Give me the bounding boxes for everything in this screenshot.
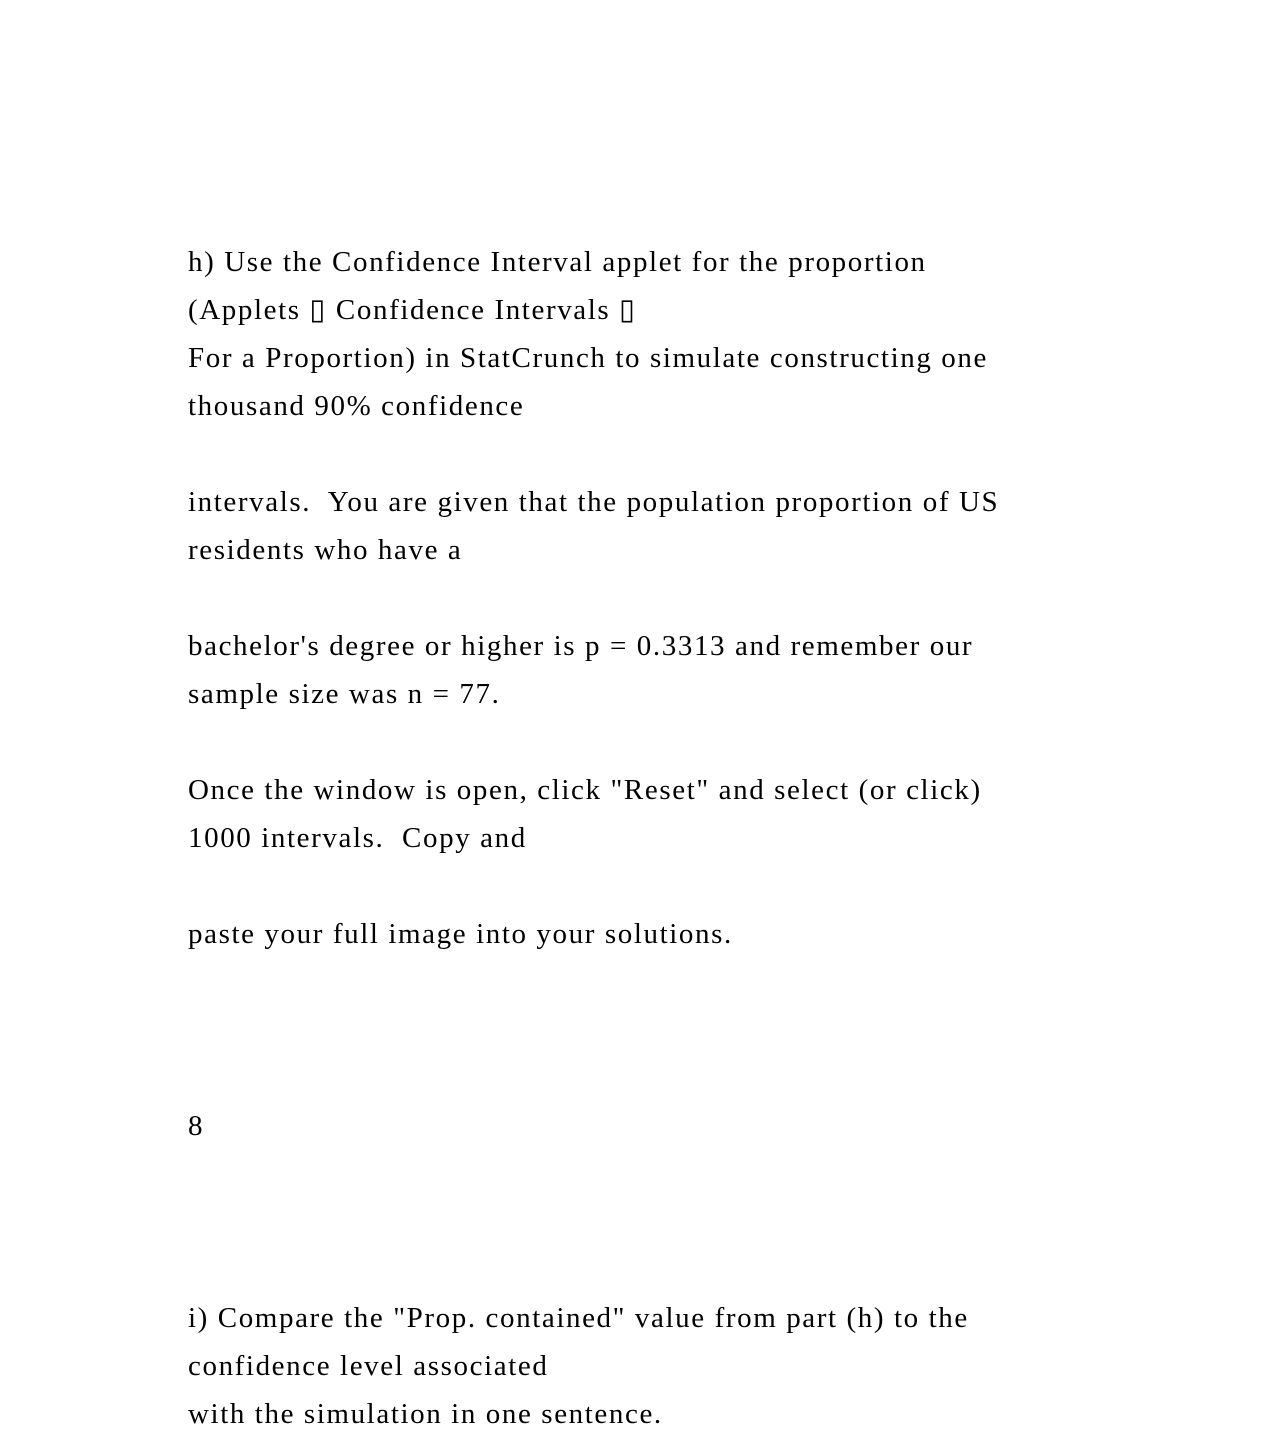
part-h-line-1: h) Use the Confidence Interval applet for the proportion: [188, 246, 927, 278]
part-i-line-1: i) Compare the "Prop. contained" value from part (h) to the: [188, 1302, 969, 1334]
part-h-line-4: thousand 90% confidence: [188, 390, 525, 422]
part-h-line-11: paste your full image into your solutions.: [188, 918, 733, 950]
part-h-line-3: For a Proportion) in StatCrunch to simulate constructing one: [188, 342, 988, 374]
part-h-line-7: bachelor's degree or higher is p = 0.3313 and remember our: [188, 630, 974, 662]
part-i-line-2: confidence level associated: [188, 1350, 549, 1382]
part-h-line-5: intervals. You are given that the population proportion of US: [188, 486, 1000, 518]
part-i-line-3: with the simulation in one sentence.: [188, 1398, 663, 1430]
page-number: 8: [188, 1110, 205, 1142]
part-h-line-10: 1000 intervals. Copy and: [188, 822, 527, 854]
part-h-line-9: Once the window is open, click "Reset" and select (or click): [188, 774, 982, 806]
part-h-line-6: residents who have a: [188, 534, 463, 566]
part-h-line-2: (Applets ▯ Confidence Intervals ▯: [188, 294, 637, 326]
part-h-line-8: sample size was n = 77.: [188, 678, 501, 710]
